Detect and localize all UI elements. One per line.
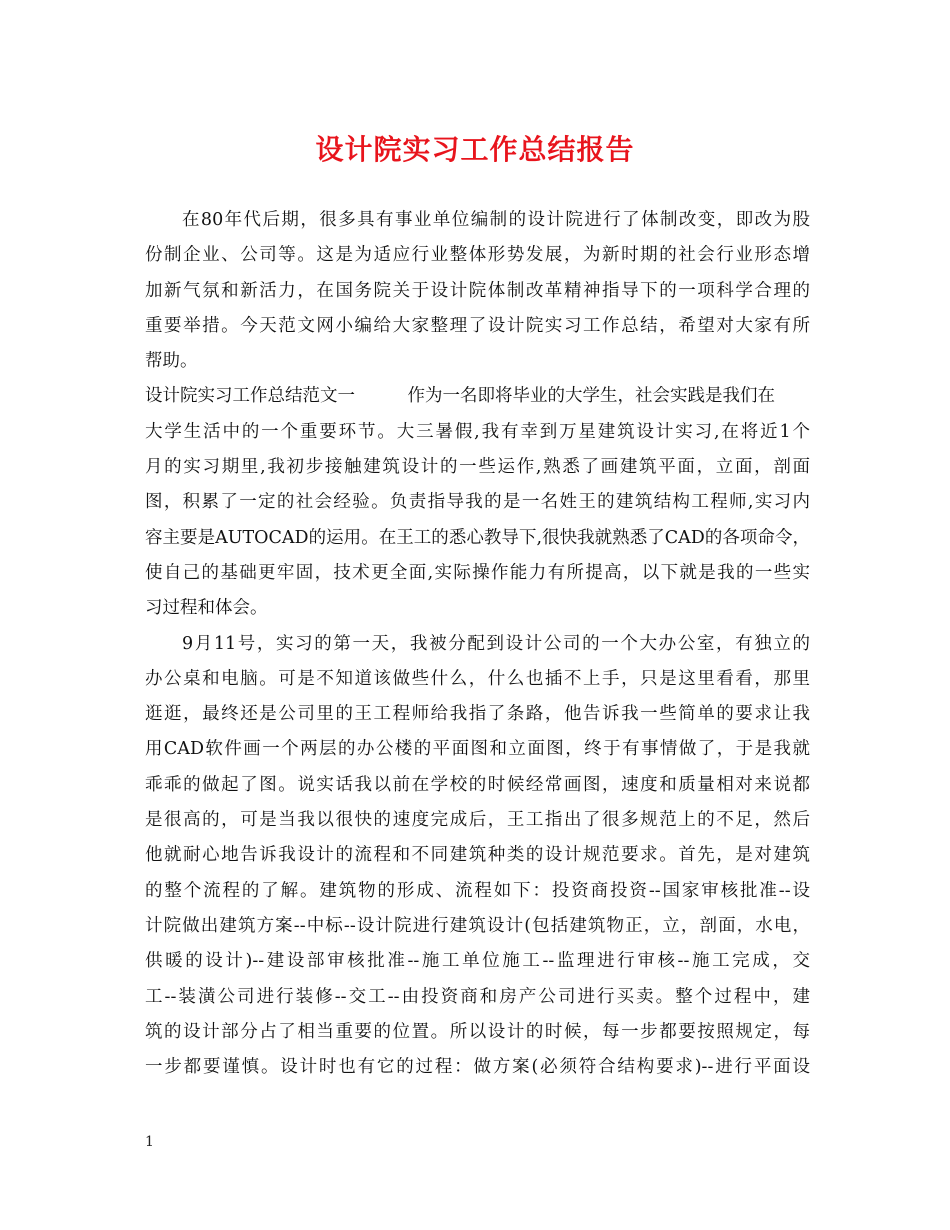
text-line: 容主要是AUTOCAD的运用。在王工的悉心教导下,很快我就熟悉了CAD的各项命令，: [145, 527, 810, 548]
text-line: 习过程和体会。: [145, 598, 268, 619]
text-line: 逛逛，最终还是公司里的王工程师给我指了条路，他告诉我一些简单的要求让我: [145, 704, 810, 725]
text-line: 大学生活中的一个重要环节。大三暑假,我有幸到万星建筑设计实习,在将近1个: [145, 421, 810, 442]
text-line: 重要举措。今天范文网小编给大家整理了设计院实习工作总结，希望对大家有所: [145, 315, 810, 336]
text-line: 他就耐心地告诉我设计的流程和不同建筑种类的设计规范要求。首先，是对建筑: [145, 845, 810, 866]
text-line: 帮助。: [145, 351, 198, 372]
text-line: 是很高的，可是当我以很快的速度完成后，王工指出了很多规范上的不足，然后: [145, 810, 810, 831]
text-line: 乖乖的做起了图。说实话我以前在学校的时候经常画图，速度和质量相对来说都: [145, 774, 810, 795]
text-line: 份制企业、公司等。这是为适应行业整体形势发展，为新时期的社会行业形态增: [145, 245, 810, 266]
text-line: 在80年代后期，很多具有事业单位编制的设计院进行了体制改变，即改为股: [182, 210, 810, 230]
text-line: 工--装潢公司进行装修--交工--由投资商和房产公司进行买卖。整个过程中，建: [145, 986, 810, 1007]
text-line: 月的实习期里,我初步接触建筑设计的一些运作,熟悉了画建筑平面，立面，剖面: [145, 457, 810, 478]
page-number: 1: [145, 1134, 154, 1150]
text-line: 的整个流程的了解。建筑物的形成、流程如下：投资商投资--国家审核批准--设: [145, 880, 810, 901]
text-line: 一步都要谨慎。设计时也有它的过程：做方案(必须符合结构要求)--进行平面设: [145, 1057, 810, 1078]
text-line: 加新气氛和新活力，在国务院关于设计院体制改革精神指导下的一项科学合理的: [145, 280, 810, 301]
text-line: 设计院实习工作总结范文一 作为一名即将毕业的大学生，社会实践是我们在: [145, 386, 775, 407]
text-line: 用CAD软件画一个两层的办公楼的平面图和立面图，终于有事情做了，于是我就: [145, 739, 810, 760]
document-body: [145, 203, 810, 1085]
text-line: 办公桌和电脑。可是不知道该做些什么，什么也插不上手，只是这里看看，那里: [145, 668, 810, 689]
document-title: 设计院实习工作总结报告: [315, 133, 635, 166]
text-line: 9月11号，实习的第一天，我被分配到设计公司的一个大办公室，有独立的: [182, 633, 810, 654]
text-line: 计院做出建筑方案--中标--设计院进行建筑设计(包括建筑物正，立，剖面，水电，: [145, 915, 810, 936]
text-line: 筑的设计部分占了相当重要的位置。所以设计的时候，每一步都要按照规定，每: [145, 1021, 810, 1042]
text-line: 使自己的基础更牢固，技术更全面,实际操作能力有所提高，以下就是我的一些实: [145, 562, 810, 583]
text-line: 图，积累了一定的社会经验。负责指导我的是一名姓王的建筑结构工程师,实习内: [145, 492, 810, 513]
text-line: 供暖的设计)--建设部审核批准--施工单位施工--监理进行审核--施工完成，交: [145, 951, 810, 972]
